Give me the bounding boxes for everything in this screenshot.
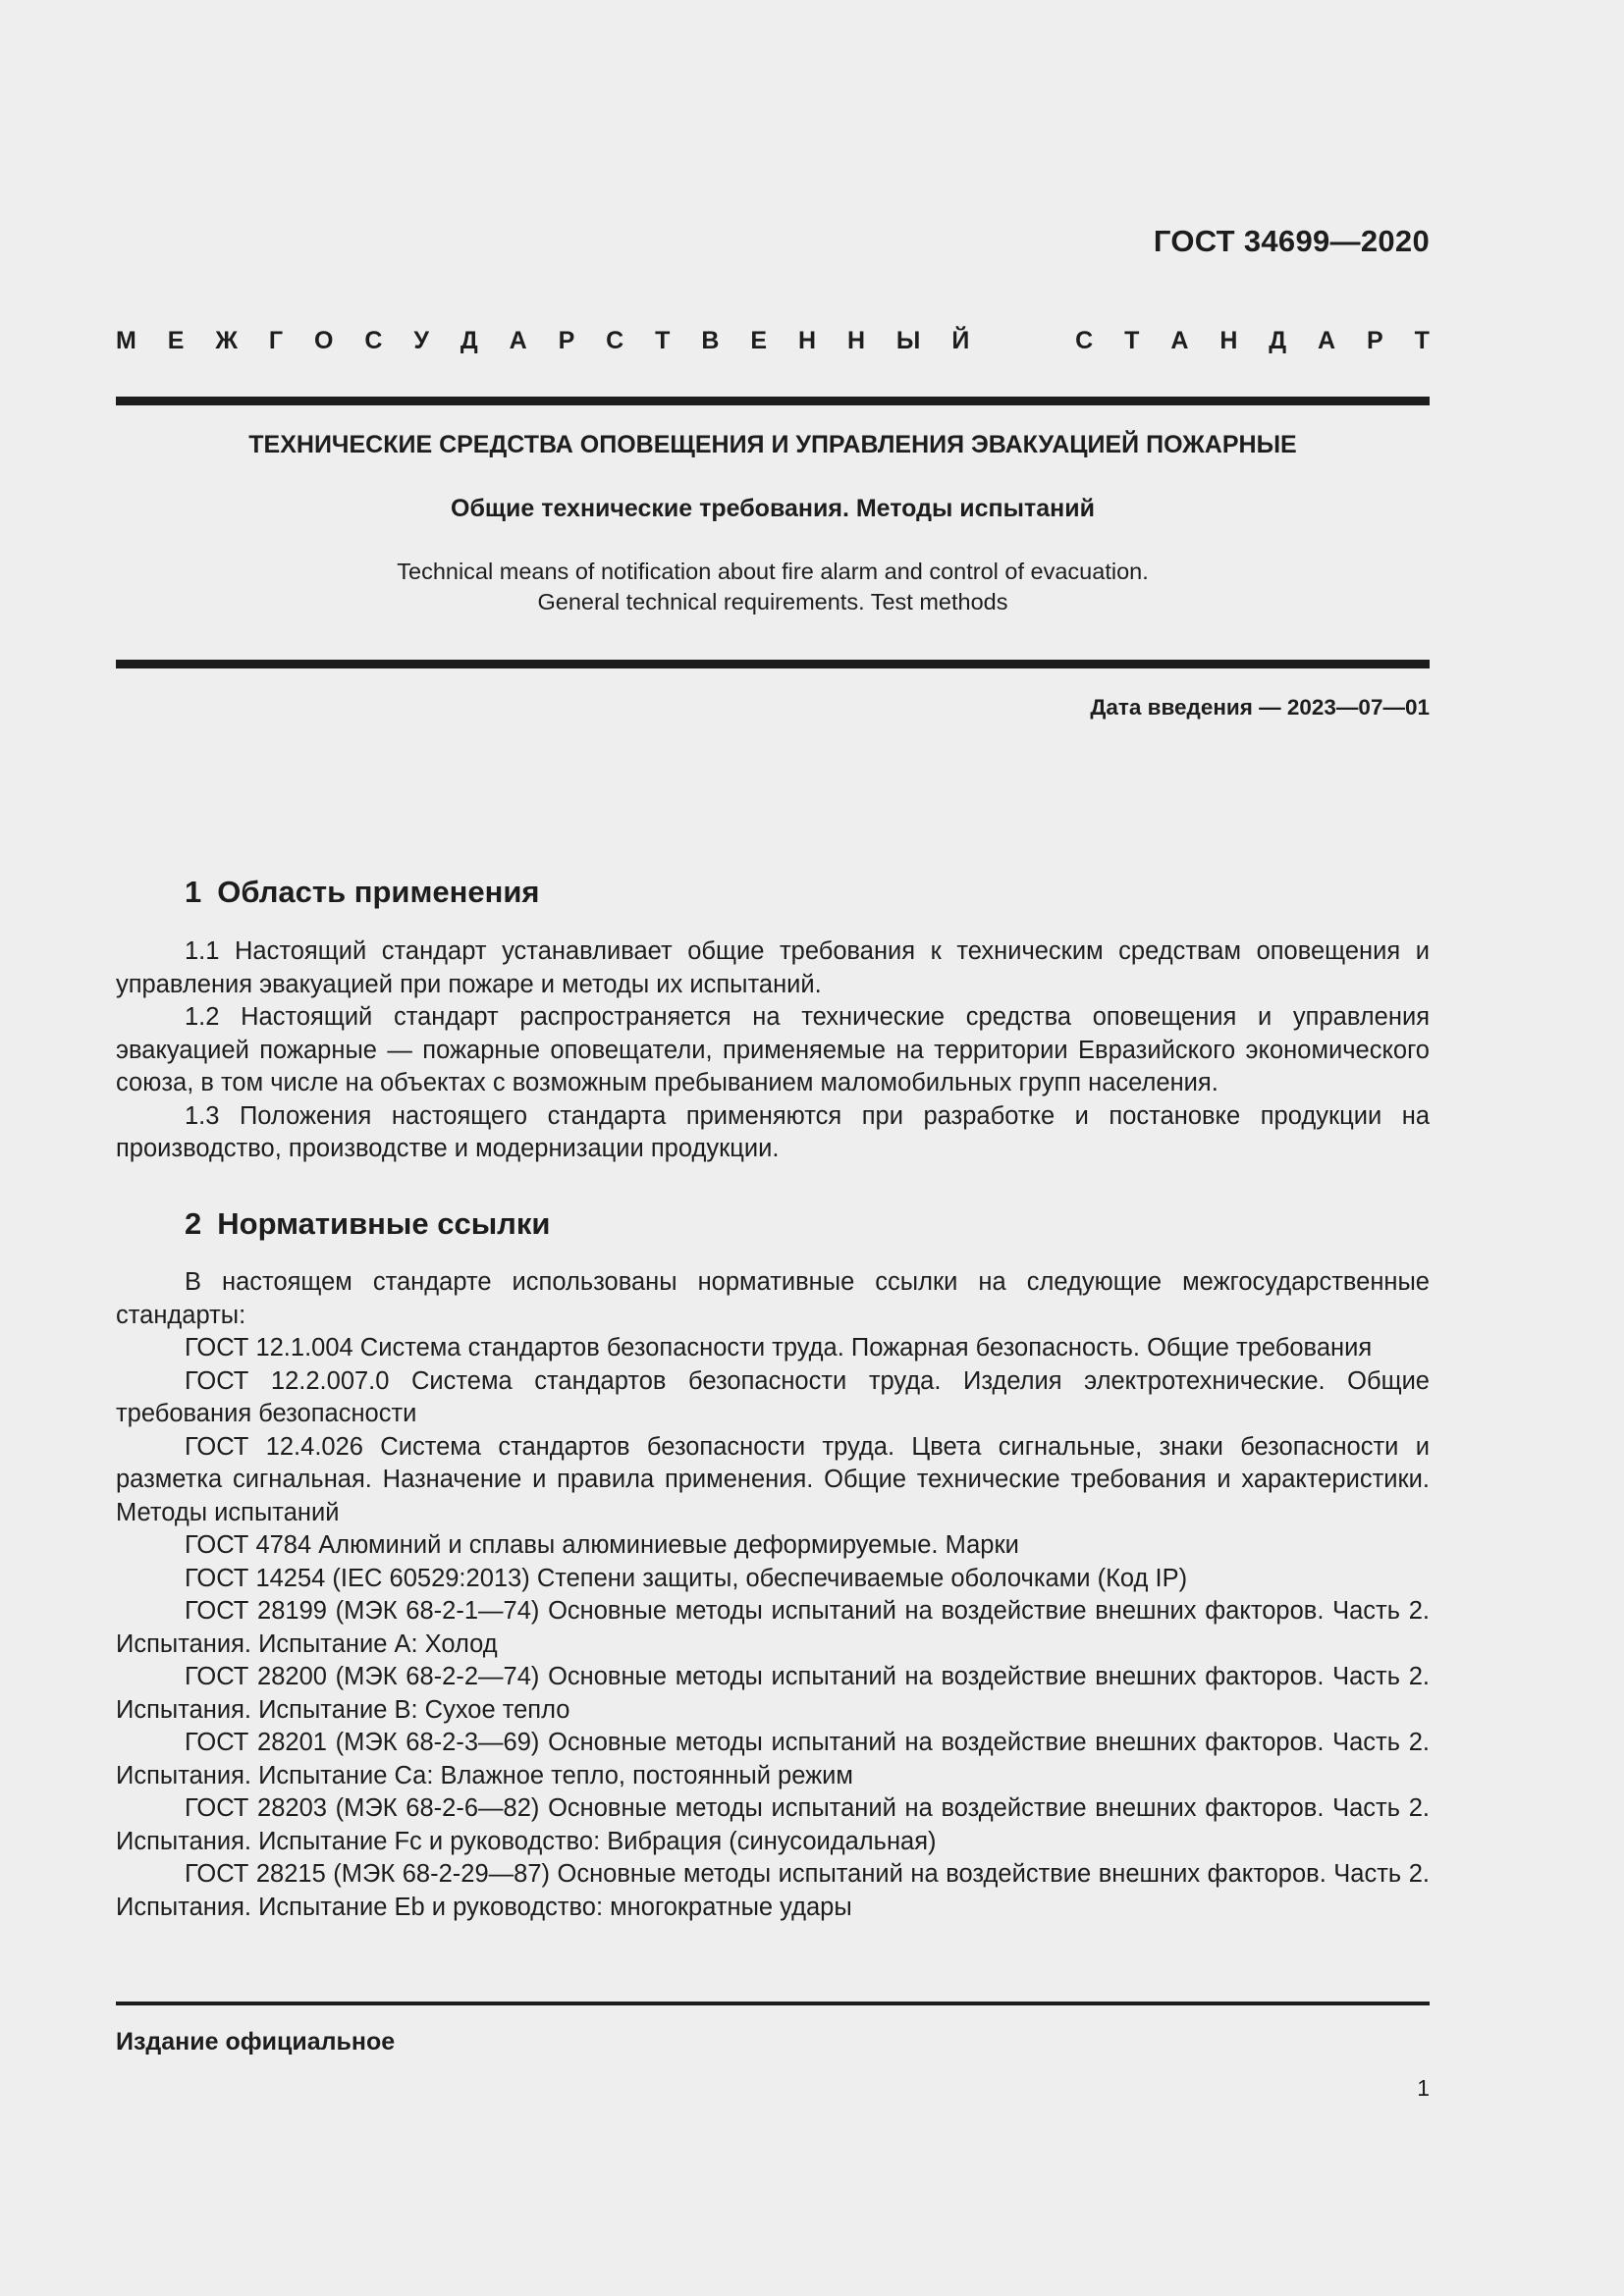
standard-word-letter: Т [1414,327,1430,354]
section-heading-normative-references [185,1206,550,1242]
interstate-word-letter: Н [797,327,817,354]
reference-item: ГОСТ 12.2.007.0 Система стандартов безопасности труда. Изделия электротехнические. Общие требования безопасности [116,1366,1430,1427]
document-number: ГОСТ 34699—2020 [1153,224,1430,258]
interstate-standard-banner [116,327,1430,355]
paragraph: 1.3 Положения настоящего стандарта применяются при разработке и постановке продукции на производство, производстве и модернизации продукции. [116,1101,1430,1162]
page-number: 1 [1417,2075,1430,2101]
reference-item: ГОСТ 28199 (МЭК 68-2-1—74) Основные методы испытаний на воздействие внешних факторов. Часть 2. Испытания. Испытание А: Холод [116,1597,1430,1658]
standard-title: ТЕХНИЧЕСКИЕ СРЕДСТВА ОПОВЕЩЕНИЯ И УПРАВЛЕНИЯ ЭВАКУАЦИЕЙ ПОЖАРНЫЕ [248,431,1297,458]
section-title: Область применения [217,875,540,909]
interstate-word-letter: У [413,327,429,354]
section-body-normative-references [116,1266,1430,1924]
official-edition-label: Издание официальное [116,2028,396,2056]
paragraph: В настоящем стандарте использованы нормативные ссылки на следующие межгосударственные стандарты: [116,1268,1430,1329]
section-body-scope [116,935,1430,1166]
standard-word-letter: С [1075,327,1094,354]
header-rule-top [116,397,1430,405]
interstate-word-letter: Ж [215,327,238,354]
interstate-word-letter: Й [951,327,970,354]
interstate-word-letter: М [116,327,136,354]
reference-item: ГОСТ 28201 (МЭК 68-2-3—69) Основные методы испытаний на воздействие внешних факторов. Часть 2. Испытания. Испытание Са: Влажное тепло, постоянный режим [116,1729,1430,1789]
standard-word-letter: Д [1269,327,1287,354]
interstate-word-letter: Р [558,327,575,354]
interstate-word-letter: Т [655,327,671,354]
interstate-word-letter: Е [167,327,185,354]
interstate-word-letter: А [509,327,527,354]
english-title-line-1: Technical means of notification about fire alarm and control of evacuation. [397,559,1149,584]
section-title: Нормативные ссылки [217,1206,551,1241]
reference-item: ГОСТ 28200 (МЭК 68-2-2—74) Основные методы испытаний на воздействие внешних факторов. Часть 2. Испытания. Испытание В: Сухое тепло [116,1663,1430,1724]
paragraph: 1.2 Настоящий стандарт распространяется на технические средства оповещения и управления эвакуацией пожарные — пожарные оповещатели, применяемые на территории Евразийского экономического союза, в том числе на объектах с возможным пребыванием маломобильных групп населения. [116,1003,1430,1096]
interstate-word-letter: Н [846,327,865,354]
standard-word-letter: Н [1219,327,1238,354]
reference-item: ГОСТ 28215 (МЭК 68-2-29—87) Основные методы испытаний на воздействие внешних факторов. Часть 2. Испытания. Испытание Eb и руководство: многократные удары [116,1860,1430,1921]
interstate-word-letter: Г [268,327,284,354]
interstate-word-letter: Ы [895,327,921,354]
document-page [116,0,1430,2296]
interstate-word-letter: В [701,327,720,354]
banner-word-gap [1001,327,1044,355]
standard-word-letter: А [1170,327,1189,354]
section-heading-scope [185,875,540,910]
reference-item: ГОСТ 28203 (МЭК 68-2-6—82) Основные методы испытаний на воздействие внешних факторов. Часть 2. Испытания. Испытание Fc и руководство: Вибрация (синусоидальная) [116,1794,1430,1855]
standard-word-letter: Т [1124,327,1140,354]
paragraph: 1.1 Настоящий стандарт устанавливает общие требования к техническим средствам оповещения и управления эвакуацией при пожаре и методы их испытаний. [116,937,1430,998]
standard-word-letter: А [1318,327,1336,354]
footer-rule [116,2002,1430,2005]
section-number: 2 [185,1206,202,1241]
english-title-line-2: General technical requirements. Test methods [537,589,1008,614]
introduction-date: Дата введения — 2023—07—01 [1090,695,1430,720]
reference-item: ГОСТ 12.4.026 Система стандартов безопасности труда. Цвета сигнальные, знаки безопасности и разметка сигнальная. Назначение и правила применения. Общие технические требования и характеристики. Методы испытаний [116,1432,1430,1526]
standard-subtitle: Общие технические требования. Методы испытаний [451,495,1095,522]
interstate-word-letter: С [606,327,624,354]
interstate-word-letter: Е [750,327,768,354]
section-number: 1 [185,875,202,909]
header-rule-bottom [116,660,1430,668]
english-title [116,557,1430,617]
standard-word-letter: Р [1367,327,1383,354]
interstate-word-letter: Д [460,327,478,354]
interstate-word-letter: О [314,327,334,354]
interstate-word-letter: С [364,327,383,354]
reference-item: ГОСТ 4784 Алюминий и сплавы алюминиевые деформируемые. Марки [185,1531,1019,1559]
reference-item: ГОСТ 14254 (IEC 60529:2013) Степени защиты, обеспечиваемые оболочками (Код IP) [185,1564,1188,1592]
reference-item: ГОСТ 12.1.004 Система стандартов безопасности труда. Пожарная безопасность. Общие требования [185,1334,1373,1362]
